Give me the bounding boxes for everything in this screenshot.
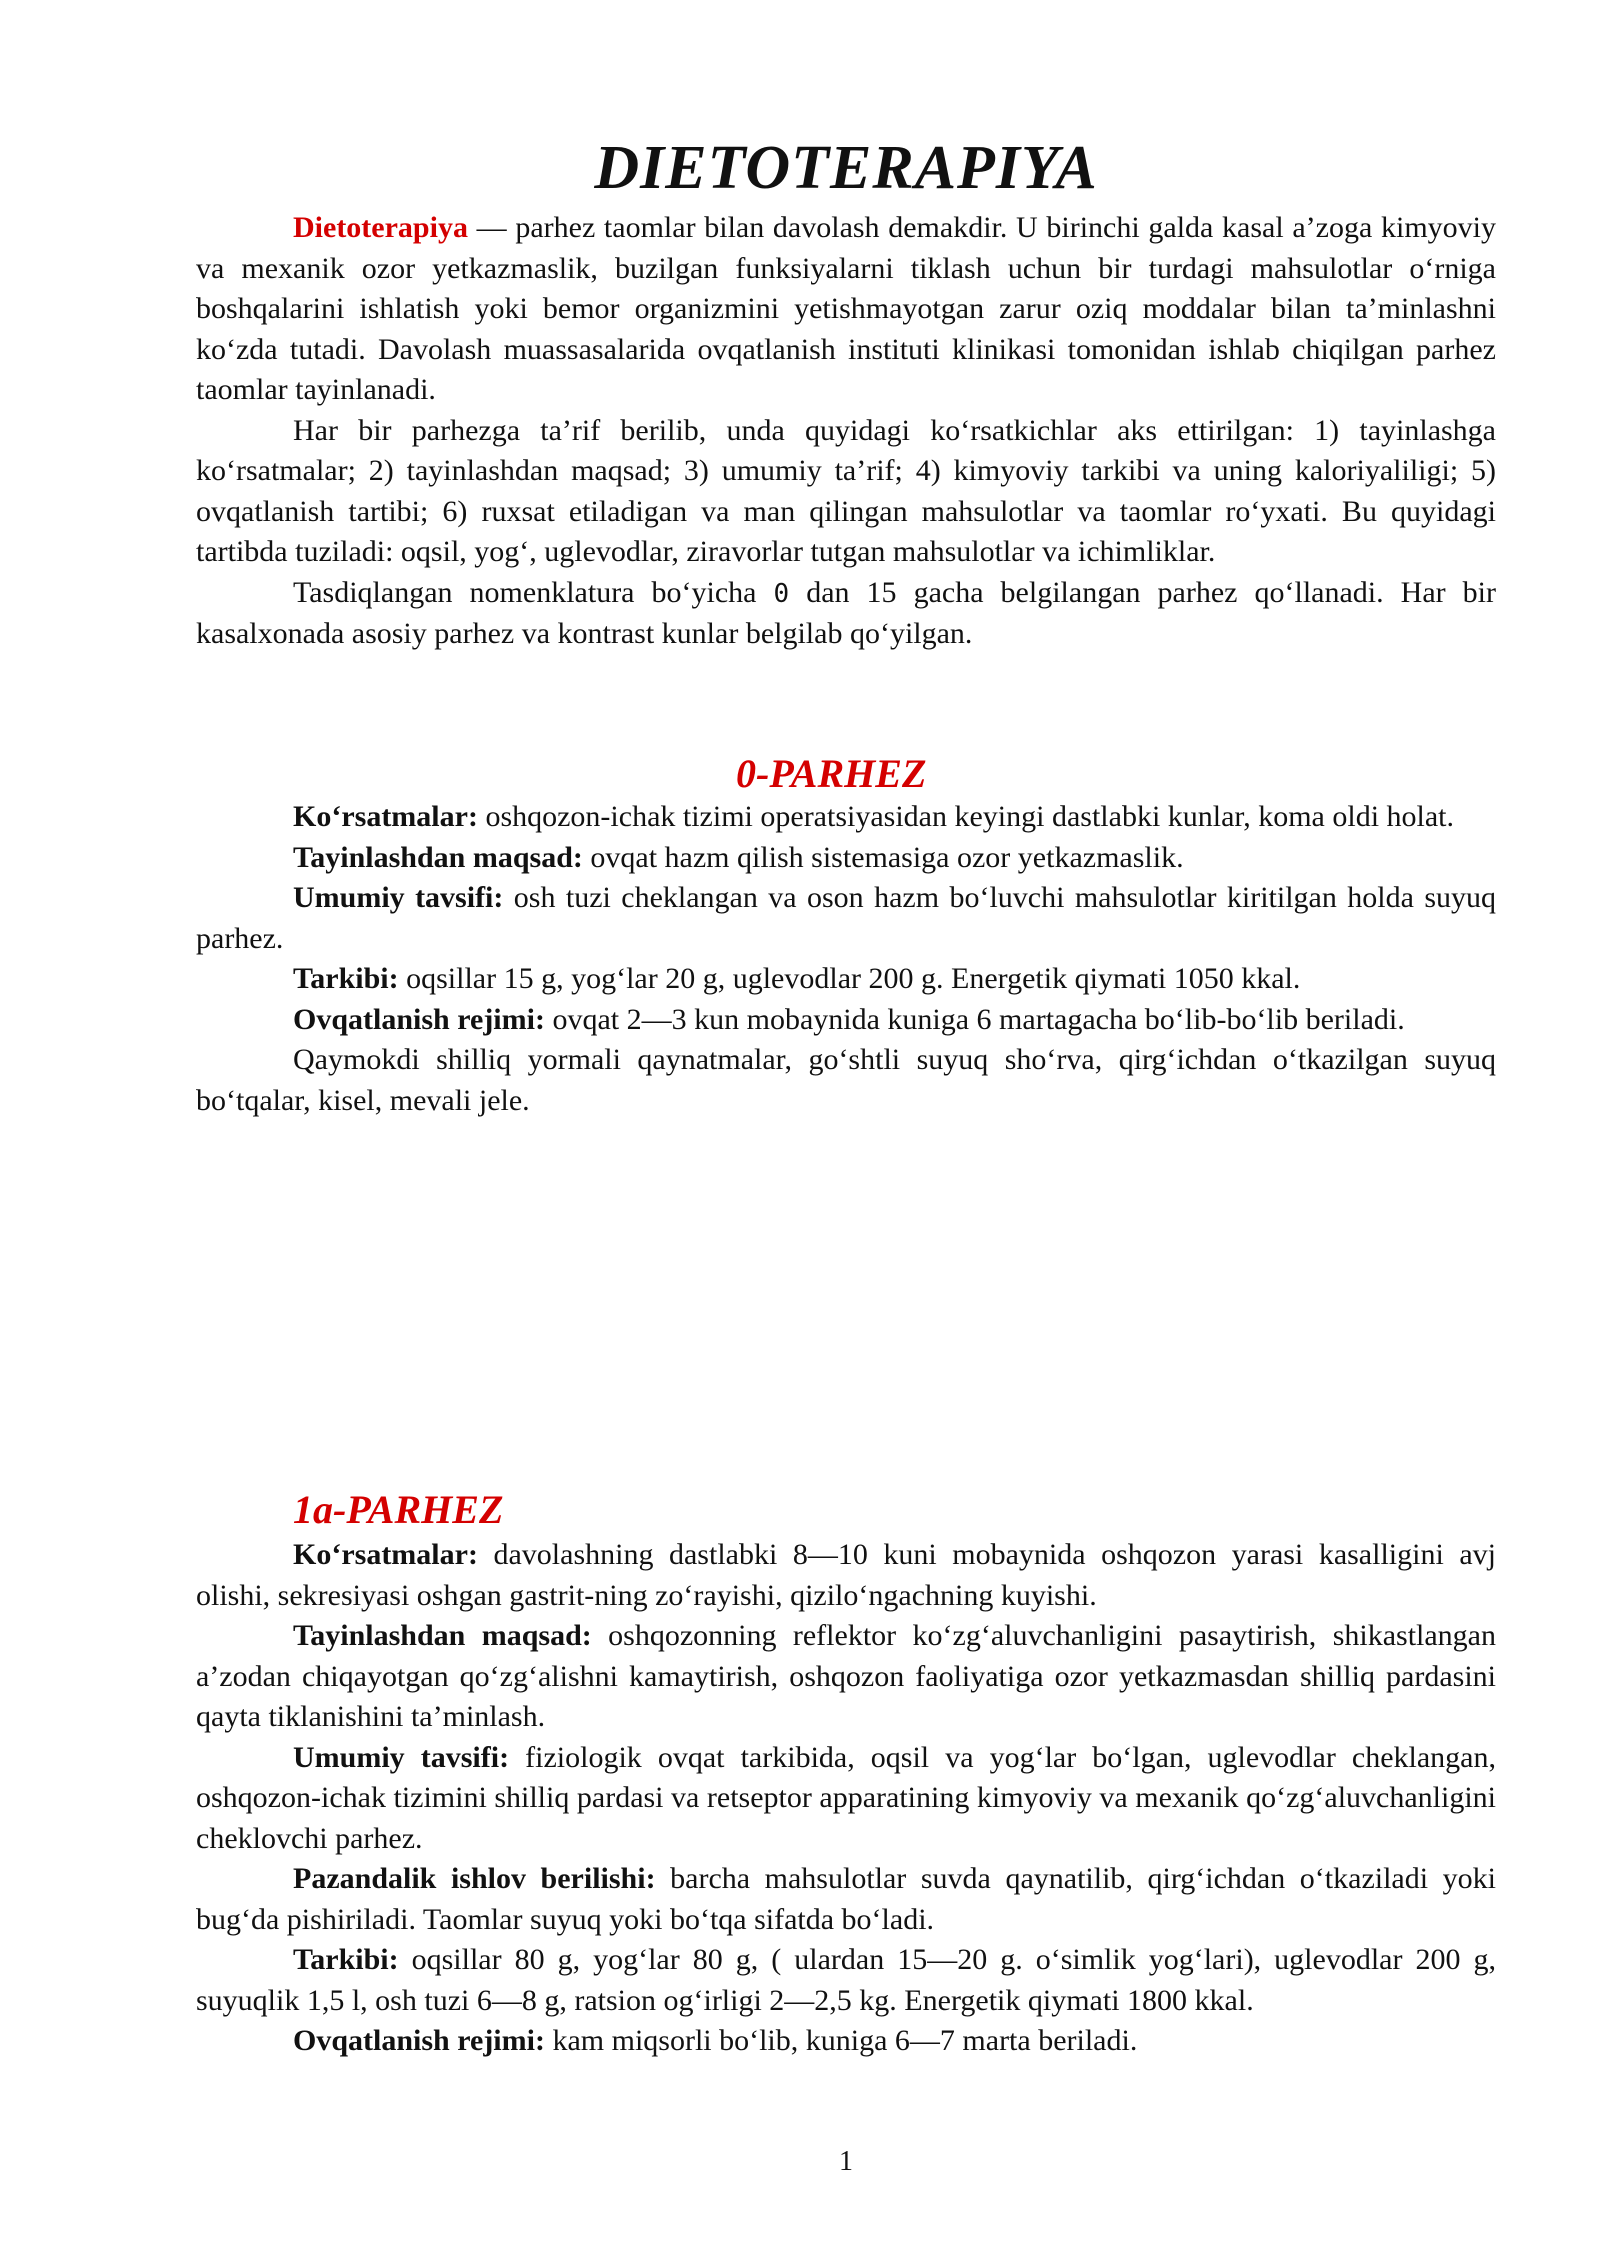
intro-paragraph-3-text-a: Tasdiqlangan nomenklatura bo‘yicha [293,575,774,609]
cooking-label: Pazandalik ishlov berilishi: [293,1862,656,1895]
parhez-1a-general [196,1738,1496,1860]
document-page [196,0,1496,2261]
parhez-1a-cooking [196,1859,1496,1940]
section-heading-1a-parhez: 1a-PARHEZ [293,1487,504,1532]
purpose-label: Tayinlashdan maqsad: [293,840,583,874]
indications-label: Ko‘rsatmalar: [293,1538,478,1571]
general-label: Umumiy tavsifi: [293,1740,510,1774]
parhez-0-section [196,797,1496,1121]
parhez-1a-purpose [196,1616,1496,1738]
intro-paragraph-1-text: — parhez taomlar bilan davolash demakdir. U birinchi galda kasal a’zoga kimyoviy va mexanik ozor yetkazmaslik, buzilgan funksiyalarni tiklash uchun bir turdagi mahsulotlar o‘rniga boshqalarini ishlatish yoki bemor organizmini yetishmayotgan zarur oziq moddalar bilan ta’minlashni ko‘zda tutadi. Davolash muassasalarida ovqatlanish instituti klinikasi tomonidan ishlab chiqilgan parhez taomlar tayinlanadi. [196,211,1496,406]
page-title: DIETOTERAPIYA [594,134,1098,202]
purpose-text: oshqozonning reflektor ko‘zg‘aluvchanligini pasaytirish, shikastlangan a’zodan chiqayotgan qo‘zg‘alishni kamaytirish, oshqozon faoliyatiga ozor yetkazmasdan shilliq pardasini qayta tiklanishini ta’minlash. [196,1619,1496,1733]
purpose-text: ovqat hazm qilish sistemasiga ozor yetkazmaslik. [582,840,1184,874]
intro-paragraph-2: Har bir parhezga ta’rif berilib, unda quyidagi ko‘rsatkichlar aks ettirilgan: 1) tayinlashga ko‘rsatmalar; 2) tayinlashdan maqsad; 3) umumiy ta’rif; 4) kimyoviy tarkibi va uning kaloriyaliligi; 5) ovqatlanish tartibi; 6) ruxsat etiladigan va man qilingan mahsulotlar va taomlar ro‘yxati. Bu quyidagi tartibda tuziladi: oqsil, yog‘, uglevodlar, ziravorlar tutgan mahsulotlar va ichimliklar. [196,413,1496,568]
regime-text: kam miqsorli bo‘lib, kuniga 6—7 marta beriladi. [544,2024,1138,2057]
parhez-1a-section [196,1535,1496,2062]
composition-label: Tarkibi: [293,1943,399,1976]
intro-paragraph-3 [196,573,1496,655]
cooking-text: barcha mahsulotlar suvda qaynatilib, qirg‘ichdan o‘tkaziladi yoki bug‘da pishiriladi. Taomlar suyuq yoki bo‘tqa sifatda bo‘ladi. [196,1862,1496,1936]
general-text: osh tuzi cheklangan va oson hazm bo‘luvchi mahsulotlar kiritilgan holda suyuq parhez. [196,881,1496,955]
composition-label: Tarkibi: [293,962,399,995]
indications-text: davolashning dastlabki 8—10 kuni mobaynida oshqozon yarasi kasalligini avj olishi, sekresiyasi oshgan gastrit-ning zo‘rayishi, qizilo‘ngachning kuyishi. [196,1538,1496,1612]
composition-text: oqsillar 15 g, yog‘lar 20 g, uglevodlar 200 g. Energetik qiymati 1050 kkal. [398,962,1301,995]
regime-label: Ovqatlanish rejimi: [293,1002,545,1036]
page-number: 1 [839,2146,853,2177]
term-highlight: Dietoterapiya [293,211,468,244]
parhez-0-regime [196,1000,1496,1041]
parhez-1a-indications [196,1535,1496,1616]
intro-paragraph-3-text-b: dan 15 gacha belgilangan parhez qo‘llanadi. Har bir kasalxonada asosiy parhez va kontrast kunlar belgilab qo‘yilgan. [196,575,1496,650]
purpose-label: Tayinlashdan maqsad: [293,1619,592,1652]
parhez-1a-composition [196,1940,1496,2021]
parhez-1a-regime [196,2021,1496,2062]
indications-text: oshqozon-ichak tizimi operatsiyasidan keyingi dastlabki kunlar, koma oldi holat. [477,800,1455,833]
section-heading-0-parhez: 0-PARHEZ [736,751,927,796]
parhez-0-indications [196,797,1496,838]
parhez-0-general [196,878,1496,959]
diet-number-zero: 0 [773,578,790,609]
general-text: fiziologik ovqat tarkibida, oqsil va yog‘lar bo‘lgan, uglevodlar cheklangan, oshqozon-ichak tizimini shilliq pardasi va retseptor apparatining kimyoviy va mexanik qo‘zg‘aluvchanligini cheklovchi parhez. [196,1740,1496,1855]
parhez-0-purpose [196,838,1496,879]
intro-section [196,208,1496,655]
regime-text: ovqat 2—3 kun mobaynida kuniga 6 martagacha bo‘lib-bo‘lib beriladi. [544,1002,1405,1036]
composition-text: oqsillar 80 g, yog‘lar 80 g, ( ulardan 15—20 g. o‘simlik yog‘lari), uglevodlar 200 g, suyuqlik 1,5 l, osh tuzi 6—8 g, ratsion og‘irligi 2—2,5 kg. Energetik qiymati 1800 kkal. [196,1943,1496,2017]
parhez-0-composition [196,959,1496,1000]
general-label: Umumiy tavsifi: [293,881,504,914]
indications-label: Ko‘rsatmalar: [293,800,478,833]
regime-label: Ovqatlanish rejimi: [293,2024,545,2057]
intro-paragraph-1 [196,208,1496,411]
parhez-0-foods: Qaymokdi shilliq yormali qaynatmalar, go‘shtli suyuq sho‘rva, qirg‘ichdan o‘tkazilgan suyuq bo‘tqalar, kisel, mevali jele. [196,1043,1496,1117]
